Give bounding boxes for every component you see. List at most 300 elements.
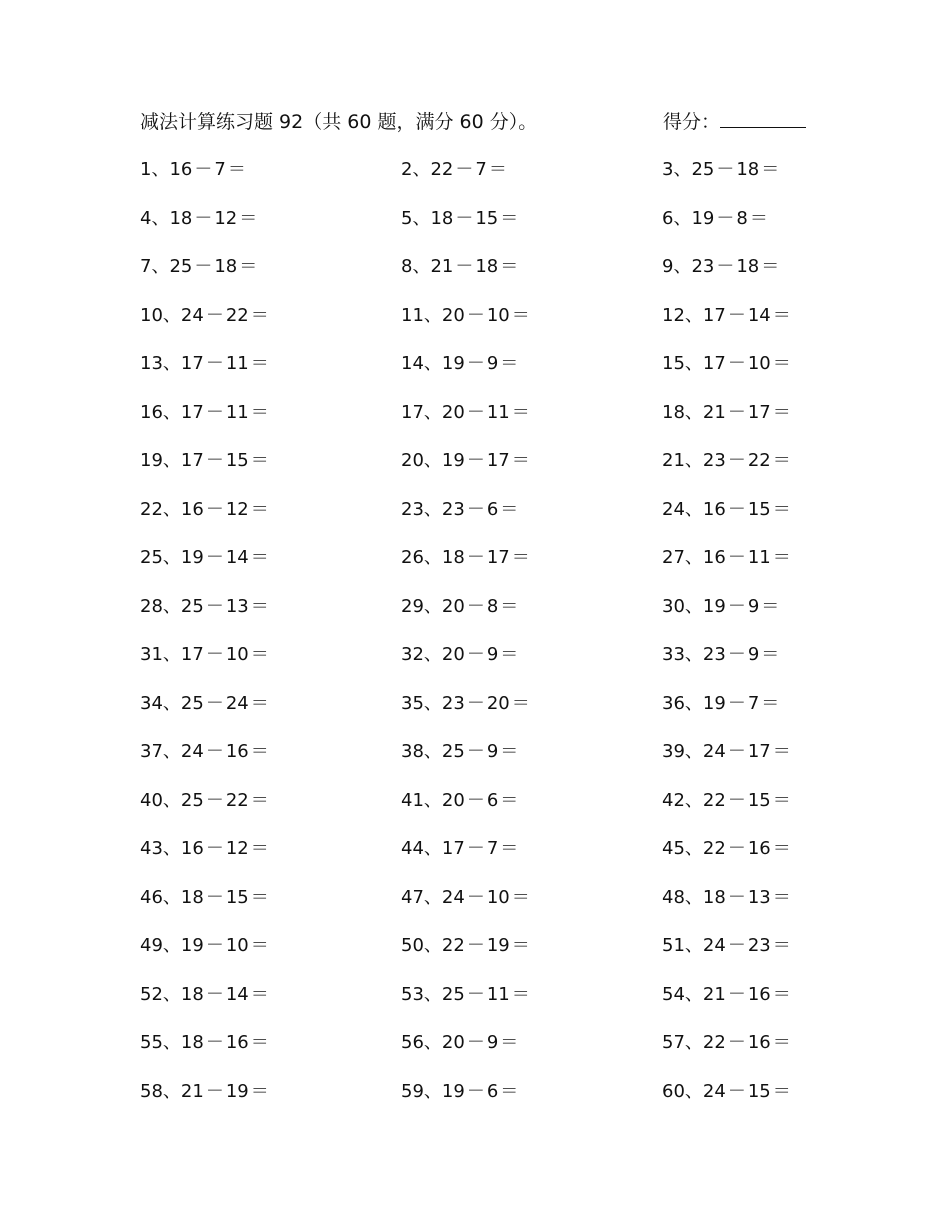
problem-number: 33 、 — [662, 644, 703, 665]
problem-item — [401, 834, 662, 883]
subtrahend: 10 — [747, 353, 771, 374]
minuend: 17 — [180, 401, 204, 423]
equals-sign: ＝ — [772, 1032, 791, 1053]
subtrahend: 14 — [225, 983, 249, 1005]
problem-number: 38 、 — [401, 741, 442, 762]
subtrahend: 16 — [225, 1032, 249, 1053]
minuend: 19 — [702, 692, 726, 714]
problem-number: 35 、 — [401, 693, 442, 714]
minuend: 19 — [441, 450, 465, 471]
problem-number: 4 、 — [140, 208, 169, 229]
equals-sign: ＝ — [772, 838, 791, 859]
problem-number: 24 、 — [662, 499, 703, 520]
subtrahend: 17 — [486, 450, 510, 471]
minuend: 24 — [702, 741, 726, 762]
score-label: 得分： — [663, 111, 721, 133]
minuend: 22 — [441, 935, 465, 956]
problem-number: 10 、 — [140, 305, 181, 326]
problem-item — [401, 495, 662, 544]
equals-sign: ＝ — [511, 692, 530, 714]
problem-number: 55 、 — [140, 1032, 181, 1053]
equals-sign: ＝ — [511, 450, 530, 471]
problem-number: 25 、 — [140, 547, 181, 568]
minuend: 17 — [180, 644, 204, 665]
minuend: 22 — [702, 1032, 726, 1053]
equals-sign: ＝ — [761, 644, 780, 665]
problem-item — [401, 155, 662, 204]
problem-item — [401, 689, 662, 738]
problem-number: 2 、 — [401, 159, 430, 180]
equals-sign: ＝ — [250, 983, 269, 1005]
subtrahend: 11 — [225, 353, 249, 374]
minus-sign: － — [466, 886, 485, 908]
problem-item — [662, 737, 820, 786]
minuend: 18 — [169, 207, 193, 229]
problem-number: 21 、 — [662, 450, 703, 471]
problem-grid — [140, 155, 820, 1125]
problem-item — [140, 834, 401, 883]
problem-item — [140, 543, 401, 592]
minus-sign: － — [194, 256, 213, 277]
problem-number: 8 、 — [401, 256, 430, 277]
equals-sign: ＝ — [488, 159, 507, 180]
minuend: 20 — [441, 644, 465, 665]
problem-item — [401, 883, 662, 932]
equals-sign: ＝ — [511, 547, 530, 568]
subtrahend: 16 — [747, 983, 771, 1005]
minus-sign: － — [716, 159, 735, 180]
subtrahend: 7 — [486, 838, 499, 859]
subtrahend: 9 — [486, 353, 499, 374]
subtrahend: 11 — [225, 401, 249, 423]
minuend: 18 — [430, 207, 454, 229]
minuend: 24 — [180, 304, 204, 326]
subtrahend: 8 — [486, 595, 499, 617]
minus-sign: － — [205, 789, 224, 811]
equals-sign: ＝ — [772, 498, 791, 520]
equals-sign: ＝ — [250, 450, 269, 471]
equals-sign: ＝ — [500, 353, 519, 374]
minus-sign: － — [466, 741, 485, 762]
minus-sign: － — [466, 498, 485, 520]
minuend: 19 — [441, 1080, 465, 1102]
problem-item — [401, 1077, 662, 1126]
problem-item — [140, 931, 401, 980]
subtrahend: 11 — [486, 401, 510, 423]
problem-number: 54 、 — [662, 984, 703, 1005]
equals-sign: ＝ — [250, 401, 269, 423]
problem-item — [401, 204, 662, 253]
problem-item — [662, 1077, 820, 1126]
subtrahend: 19 — [486, 935, 510, 956]
problem-number: 58 、 — [140, 1081, 181, 1102]
minus-sign: － — [727, 1080, 746, 1102]
subtrahend: 11 — [747, 547, 771, 568]
minuend: 18 — [441, 547, 465, 568]
equals-sign: ＝ — [250, 595, 269, 617]
problem-item — [662, 1028, 820, 1077]
minus-sign: － — [205, 935, 224, 956]
subtrahend: 10 — [225, 935, 249, 956]
subtrahend: 9 — [486, 741, 499, 762]
subtrahend: 18 — [736, 159, 760, 180]
problem-number: 6 、 — [662, 208, 691, 229]
equals-sign: ＝ — [250, 935, 269, 956]
problem-number: 60 、 — [662, 1081, 703, 1102]
minus-sign: － — [727, 983, 746, 1005]
minus-sign: － — [727, 741, 746, 762]
equals-sign: ＝ — [772, 789, 791, 811]
minus-sign: － — [727, 547, 746, 568]
equals-sign: ＝ — [500, 1080, 519, 1102]
minus-sign: － — [205, 644, 224, 665]
minuend: 21 — [702, 983, 726, 1005]
minus-sign: － — [205, 886, 224, 908]
subtrahend: 15 — [747, 789, 771, 811]
subtrahend: 13 — [225, 595, 249, 617]
equals-sign: ＝ — [511, 983, 530, 1005]
problem-number: 5 、 — [401, 208, 430, 229]
subtrahend: 15 — [747, 1080, 771, 1102]
minus-sign: － — [205, 838, 224, 859]
problem-item — [401, 592, 662, 641]
problem-item — [662, 446, 820, 495]
problem-item — [401, 737, 662, 786]
equals-sign: ＝ — [772, 401, 791, 423]
problem-item — [140, 349, 401, 398]
equals-sign: ＝ — [250, 692, 269, 714]
problem-number: 16 、 — [140, 402, 181, 423]
minuend: 18 — [180, 1032, 204, 1053]
minuend: 25 — [180, 692, 204, 714]
problem-number: 48 、 — [662, 887, 703, 908]
problem-number: 31 、 — [140, 644, 181, 665]
minuend: 16 — [702, 547, 726, 568]
subtrahend: 16 — [747, 838, 771, 859]
minuend: 19 — [441, 353, 465, 374]
minus-sign: － — [727, 935, 746, 956]
problem-number: 40 、 — [140, 790, 181, 811]
problem-number: 13 、 — [140, 353, 181, 374]
subtrahend: 10 — [486, 886, 510, 908]
subtrahend: 22 — [225, 304, 249, 326]
minuend: 16 — [180, 498, 204, 520]
minus-sign: － — [194, 207, 213, 229]
minus-sign: － — [205, 401, 224, 423]
minuend: 24 — [441, 886, 465, 908]
minus-sign: － — [727, 353, 746, 374]
minus-sign: － — [205, 498, 224, 520]
equals-sign: ＝ — [250, 1032, 269, 1053]
subtrahend: 15 — [225, 886, 249, 908]
problem-number: 32 、 — [401, 644, 442, 665]
minus-sign: － — [466, 692, 485, 714]
problem-number: 36 、 — [662, 693, 703, 714]
problem-item — [662, 398, 820, 447]
problem-number: 49 、 — [140, 935, 181, 956]
problem-item — [140, 1077, 401, 1126]
subtrahend: 15 — [475, 207, 499, 229]
minus-sign: － — [455, 207, 474, 229]
subtrahend: 14 — [225, 547, 249, 568]
problem-number: 44 、 — [401, 838, 442, 859]
subtrahend: 9 — [486, 1032, 499, 1053]
problem-number: 14 、 — [401, 353, 442, 374]
problem-item — [662, 155, 820, 204]
minus-sign: － — [466, 353, 485, 374]
problem-item — [401, 931, 662, 980]
problem-number: 1 、 — [140, 159, 169, 180]
subtrahend: 17 — [486, 547, 510, 568]
problem-number: 18 、 — [662, 402, 703, 423]
minus-sign: － — [466, 644, 485, 665]
problem-item — [662, 980, 820, 1029]
subtrahend: 15 — [747, 498, 771, 520]
problem-item — [662, 640, 820, 689]
problem-number: 22 、 — [140, 499, 181, 520]
equals-sign: ＝ — [772, 450, 791, 471]
problem-number: 9 、 — [662, 256, 691, 277]
problem-number: 15 、 — [662, 353, 703, 374]
subtrahend: 6 — [486, 1080, 499, 1102]
problem-item — [140, 398, 401, 447]
minuend: 20 — [441, 1032, 465, 1053]
equals-sign: ＝ — [772, 547, 791, 568]
problem-number: 45 、 — [662, 838, 703, 859]
problem-item — [140, 252, 401, 301]
minus-sign: － — [466, 789, 485, 811]
problem-number: 57 、 — [662, 1032, 703, 1053]
minuend: 18 — [702, 886, 726, 908]
minus-sign: － — [205, 353, 224, 374]
minus-sign: － — [716, 256, 735, 277]
minuend: 19 — [691, 207, 715, 229]
subtrahend: 12 — [225, 498, 249, 520]
problem-item — [401, 252, 662, 301]
minus-sign: － — [205, 304, 224, 326]
equals-sign: ＝ — [772, 304, 791, 326]
equals-sign: ＝ — [500, 644, 519, 665]
minuend: 16 — [180, 838, 204, 859]
equals-sign: ＝ — [772, 935, 791, 956]
equals-sign: ＝ — [500, 838, 519, 859]
subtrahend: 19 — [225, 1080, 249, 1102]
problem-number: 7 、 — [140, 256, 169, 277]
equals-sign: ＝ — [500, 595, 519, 617]
problem-item — [140, 1028, 401, 1077]
subtrahend: 9 — [747, 644, 760, 665]
problem-number: 29 、 — [401, 596, 442, 617]
subtrahend: 22 — [225, 789, 249, 811]
minuend: 23 — [441, 692, 465, 714]
equals-sign: ＝ — [250, 547, 269, 568]
minuend: 24 — [702, 1080, 726, 1102]
problem-item — [662, 834, 820, 883]
problem-item — [662, 301, 820, 350]
problem-number: 19 、 — [140, 450, 181, 471]
problem-item — [140, 689, 401, 738]
equals-sign: ＝ — [772, 886, 791, 908]
minus-sign: － — [466, 547, 485, 568]
minus-sign: － — [205, 1032, 224, 1053]
subtrahend: 11 — [486, 983, 510, 1005]
problem-item — [401, 349, 662, 398]
problem-number: 41 、 — [401, 790, 442, 811]
subtrahend: 14 — [747, 304, 771, 326]
minuend: 23 — [702, 450, 726, 471]
minus-sign: － — [727, 838, 746, 859]
subtrahend: 7 — [214, 159, 226, 180]
minus-sign: － — [727, 1032, 746, 1053]
minus-sign: － — [727, 498, 746, 520]
minus-sign: － — [455, 256, 474, 277]
equals-sign: ＝ — [250, 789, 269, 811]
equals-sign: ＝ — [511, 886, 530, 908]
equals-sign: ＝ — [239, 207, 258, 229]
minuend: 25 — [180, 595, 204, 617]
problem-number: 26 、 — [401, 547, 442, 568]
minuend: 20 — [441, 789, 465, 811]
problem-number: 34 、 — [140, 693, 181, 714]
equals-sign: ＝ — [772, 741, 791, 762]
equals-sign: ＝ — [250, 741, 269, 762]
problem-item — [140, 446, 401, 495]
minuend: 17 — [180, 353, 204, 374]
subtrahend: 18 — [736, 256, 760, 277]
minuend: 17 — [441, 838, 465, 859]
problem-item — [140, 640, 401, 689]
subtrahend: 23 — [747, 935, 771, 956]
subtrahend: 16 — [747, 1032, 771, 1053]
minuend: 20 — [441, 401, 465, 423]
minuend: 25 — [441, 983, 465, 1005]
score-field — [663, 106, 806, 138]
problem-item — [140, 980, 401, 1029]
subtrahend: 12 — [214, 207, 238, 229]
minuend: 23 — [702, 644, 726, 665]
minuend: 25 — [691, 159, 715, 180]
problem-item — [401, 786, 662, 835]
subtrahend: 18 — [214, 256, 238, 277]
problem-item — [401, 398, 662, 447]
equals-sign: ＝ — [250, 886, 269, 908]
minuend: 24 — [180, 741, 204, 762]
equals-sign: ＝ — [761, 256, 780, 277]
subtrahend: 12 — [225, 838, 249, 859]
minus-sign: － — [727, 644, 746, 665]
equals-sign: ＝ — [772, 1080, 791, 1102]
subtrahend: 15 — [225, 450, 249, 471]
equals-sign: ＝ — [500, 207, 519, 229]
minus-sign: － — [727, 401, 746, 423]
subtrahend: 17 — [747, 741, 771, 762]
equals-sign: ＝ — [250, 838, 269, 859]
subtrahend: 18 — [475, 256, 499, 277]
minuend: 19 — [180, 547, 204, 568]
problem-item — [662, 252, 820, 301]
minuend: 20 — [441, 595, 465, 617]
problem-number: 23 、 — [401, 499, 442, 520]
subtrahend: 10 — [486, 304, 510, 326]
problem-item — [140, 301, 401, 350]
minuend: 21 — [702, 401, 726, 423]
equals-sign: ＝ — [250, 353, 269, 374]
minus-sign: － — [466, 304, 485, 326]
minus-sign: － — [466, 450, 485, 471]
equals-sign: ＝ — [250, 498, 269, 520]
problem-number: 59 、 — [401, 1081, 442, 1102]
equals-sign: ＝ — [772, 983, 791, 1005]
equals-sign: ＝ — [227, 159, 246, 180]
minuend: 22 — [702, 789, 726, 811]
equals-sign: ＝ — [761, 595, 780, 617]
minuend: 25 — [441, 741, 465, 762]
problem-number: 3 、 — [662, 159, 691, 180]
subtrahend: 24 — [225, 692, 249, 714]
problem-number: 17 、 — [401, 402, 442, 423]
worksheet-title: 减法计算练习题 92（共 60 题，满分 60 分）。 — [140, 111, 538, 133]
equals-sign: ＝ — [250, 1080, 269, 1102]
minuend: 24 — [702, 935, 726, 956]
equals-sign: ＝ — [250, 304, 269, 326]
problem-item — [662, 786, 820, 835]
equals-sign: ＝ — [511, 935, 530, 956]
problem-number: 51 、 — [662, 935, 703, 956]
problem-item — [662, 349, 820, 398]
minus-sign: － — [727, 692, 746, 714]
minus-sign: － — [716, 207, 735, 229]
problem-number: 52 、 — [140, 984, 181, 1005]
minus-sign: － — [727, 789, 746, 811]
subtrahend: 8 — [736, 207, 748, 229]
subtrahend: 9 — [486, 644, 499, 665]
minus-sign: － — [466, 1080, 485, 1102]
problem-item — [662, 931, 820, 980]
problem-number: 42 、 — [662, 790, 703, 811]
problem-item — [401, 301, 662, 350]
problem-item — [662, 204, 820, 253]
minuend: 16 — [702, 498, 726, 520]
minus-sign: － — [455, 159, 474, 180]
equals-sign: ＝ — [239, 256, 258, 277]
problem-item — [140, 495, 401, 544]
problem-item — [401, 1028, 662, 1077]
equals-sign: ＝ — [500, 256, 519, 277]
minus-sign: － — [466, 838, 485, 859]
problem-number: 37 、 — [140, 741, 181, 762]
problem-number: 56 、 — [401, 1032, 442, 1053]
minus-sign: － — [205, 595, 224, 617]
minus-sign: － — [466, 935, 485, 956]
problem-item — [140, 737, 401, 786]
minus-sign: － — [194, 159, 213, 180]
minuend: 19 — [702, 595, 726, 617]
problem-number: 39 、 — [662, 741, 703, 762]
equals-sign: ＝ — [250, 644, 269, 665]
minuend: 18 — [180, 886, 204, 908]
minuend: 21 — [430, 256, 454, 277]
equals-sign: ＝ — [500, 789, 519, 811]
minus-sign: － — [727, 886, 746, 908]
problem-item — [401, 640, 662, 689]
subtrahend: 16 — [225, 741, 249, 762]
score-blank-line[interactable] — [720, 107, 806, 128]
problem-number: 50 、 — [401, 935, 442, 956]
minus-sign: － — [466, 1032, 485, 1053]
problem-item — [401, 980, 662, 1029]
minus-sign: － — [727, 595, 746, 617]
minuend: 22 — [430, 159, 454, 180]
